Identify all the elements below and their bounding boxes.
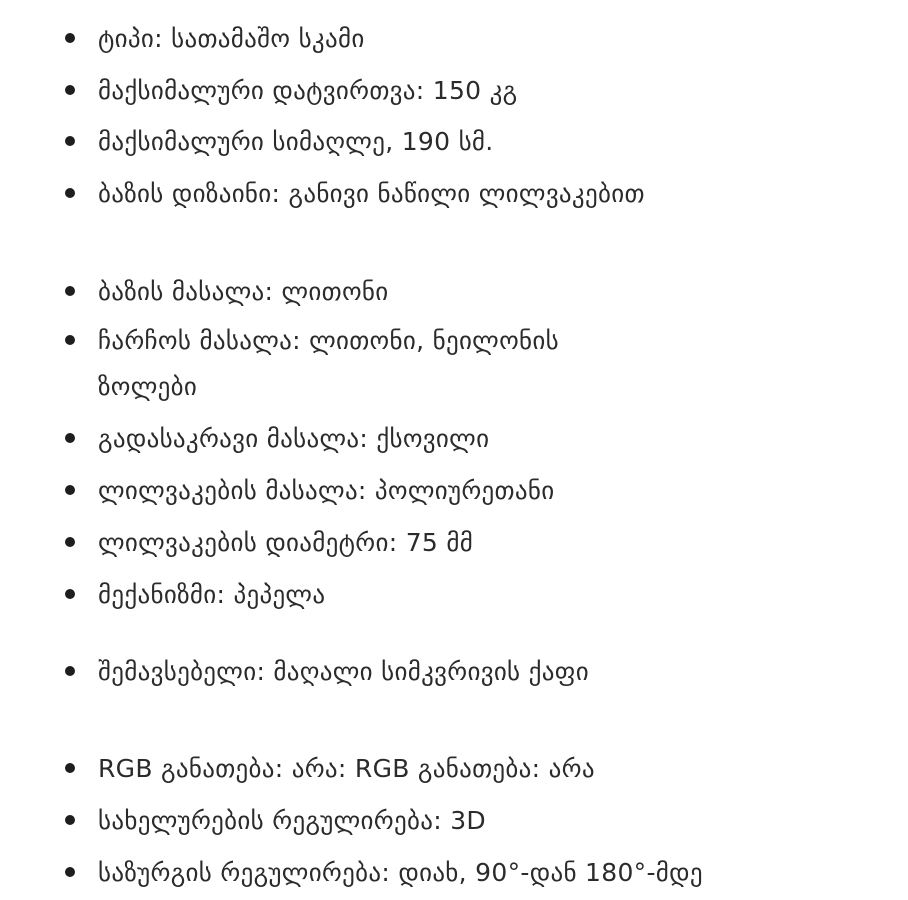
bullet-icon bbox=[65, 537, 75, 547]
bullet-icon bbox=[65, 433, 75, 443]
spec-item-base-material bbox=[98, 269, 658, 315]
bullet-icon bbox=[65, 335, 75, 345]
spec-text: მაქსიმალური დატვირთვა: 150 კგ bbox=[98, 76, 518, 105]
spec-item-mechanism bbox=[98, 572, 658, 618]
spec-text: მექანიზმი: პეპელა bbox=[98, 580, 326, 609]
bullet-icon bbox=[65, 188, 75, 198]
spec-item-max-height bbox=[98, 119, 658, 165]
spec-item-caster-diameter bbox=[98, 520, 658, 566]
spec-text: ბაზის მასალა: ლითონი bbox=[98, 277, 389, 306]
spec-text: RGB განათება: არა: RGB განათება: არა bbox=[98, 754, 595, 783]
bullet-icon bbox=[65, 589, 75, 599]
bullet-icon bbox=[65, 867, 75, 877]
bullet-icon bbox=[65, 286, 75, 296]
spec-text: საზურგის რეგულირება: დიახ, 90°-დან 180°-მდე bbox=[98, 858, 703, 887]
spec-text: სახელურების რეგულირება: 3D bbox=[98, 806, 486, 835]
spec-item-filling bbox=[98, 649, 658, 695]
spec-item-rgb-lighting bbox=[98, 746, 818, 792]
bullet-icon bbox=[65, 485, 75, 495]
spec-text: ჩარჩოს მასალა: ლითონი, ნეილონის ზოლები bbox=[98, 326, 560, 401]
bullet-icon bbox=[65, 85, 75, 95]
spec-text: მაქსიმალური სიმაღლე, 190 სმ. bbox=[98, 127, 494, 156]
spec-text: ლილვაკების დიამეტრი: 75 მმ bbox=[98, 528, 474, 557]
spec-item-upholstery-material bbox=[98, 416, 658, 462]
spec-text: ტიპი: სათამაშო სკამი bbox=[98, 24, 365, 53]
spec-item-caster-material bbox=[98, 468, 658, 514]
bullet-icon bbox=[65, 136, 75, 146]
bullet-icon bbox=[65, 763, 75, 773]
spec-item-type bbox=[98, 16, 658, 62]
bullet-icon bbox=[65, 815, 75, 825]
spec-text: ბაზის დიზაინი: განივი ნაწილი ლილვაკებით bbox=[98, 179, 645, 208]
spec-item-max-load bbox=[98, 68, 658, 114]
spec-text: გადასაკრავი მასალა: ქსოვილი bbox=[98, 424, 490, 453]
spec-item-armrest-adjustment bbox=[98, 798, 818, 844]
bullet-icon bbox=[65, 33, 75, 43]
bullet-icon bbox=[65, 666, 75, 676]
spec-text: ლილვაკების მასალა: პოლიურეთანი bbox=[98, 476, 555, 505]
spec-item-backrest-adjustment bbox=[98, 850, 818, 896]
spec-text: შემავსებელი: მაღალი სიმკვრივის ქაფი bbox=[98, 657, 589, 686]
spec-item-base-design bbox=[98, 171, 658, 217]
spec-item-frame-material bbox=[98, 318, 658, 410]
